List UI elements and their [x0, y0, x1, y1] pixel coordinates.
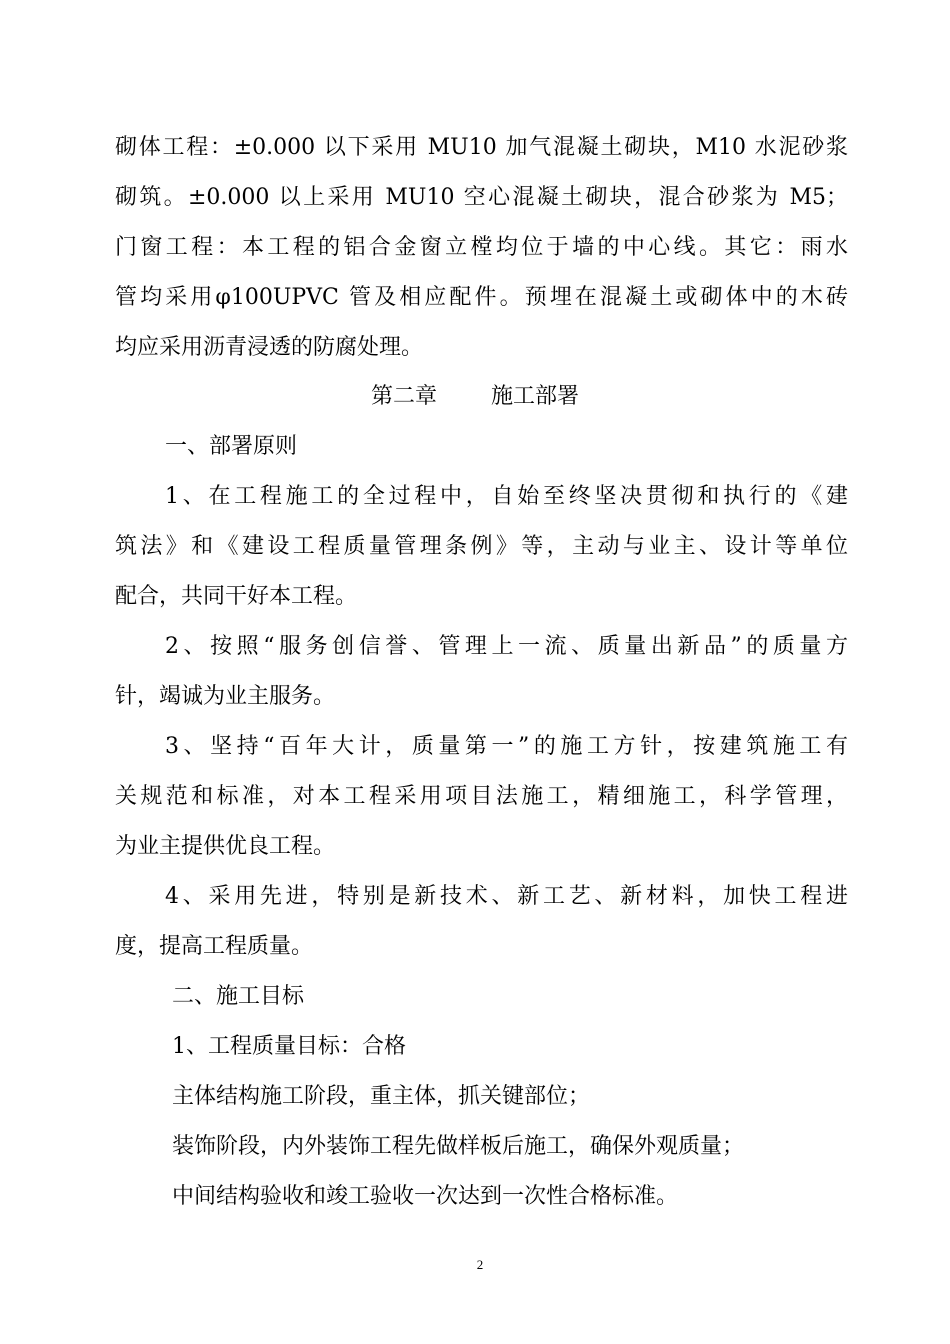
paragraph-doors-windows-line-3: 均应采用沥青浸透的防腐处理。	[115, 335, 424, 360]
principle-1-line-3: 配合，共同干好本工程。	[115, 584, 358, 609]
section-heading-deployment-principles: 一、部署原则	[165, 434, 298, 459]
principle-2-line-2: 针，竭诚为业主服务。	[115, 684, 336, 709]
section-heading-construction-goals: 二、施工目标	[172, 984, 305, 1009]
paragraph-masonry-line-2: 砌筑。±0.000 以上采用 MU10 空心混凝土砌块，混合砂浆为 M5；	[115, 185, 848, 210]
chapter-title: 施工部署	[491, 384, 580, 409]
principle-4-line-2: 度，提高工程质量。	[115, 934, 314, 959]
principle-3-line-2: 关规范和标准，对本工程采用项目法施工，精细施工，科学管理，	[115, 784, 848, 809]
goal-quality-target: 1、工程质量目标：合格	[172, 1034, 406, 1059]
principle-2-line-1: 2、按照“服务创信誉、管理上一流、质量出新品”的质量方	[165, 634, 848, 659]
chapter-number: 第二章	[370, 384, 437, 409]
paragraph-doors-windows-line-2: 管均采用φ100UPVC 管及相应配件。预埋在混凝土或砌体中的木砖	[115, 285, 848, 310]
paragraph-masonry-line-1: 砌体工程：±0.000 以下采用 MU10 加气混凝土砌块，M10 水泥砂浆	[115, 135, 848, 160]
page-number: 2	[476, 1257, 484, 1272]
principle-3-line-1: 3、坚持“百年大计，质量第一”的施工方针，按建筑施工有	[165, 734, 848, 759]
paragraph-doors-windows-line-1: 门窗工程：本工程的铝合金窗立樘均位于墙的中心线。其它：雨水	[115, 235, 848, 260]
principle-1-line-2: 筑法》和《建设工程质量管理条例》等，主动与业主、设计等单位	[115, 534, 848, 559]
principle-3-line-3: 为业主提供优良工程。	[115, 834, 336, 859]
principle-1-line-1: 1、在工程施工的全过程中，自始至终坚决贯彻和执行的《建	[165, 484, 848, 509]
principle-4-line-1: 4、采用先进，特别是新技术、新工艺、新材料，加快工程进	[165, 884, 848, 909]
chapter-heading	[0, 382, 950, 412]
goal-decoration-stage: 装饰阶段，内外装饰工程先做样板后施工，确保外观质量；	[172, 1134, 745, 1159]
goal-acceptance: 中间结构验收和竣工验收一次达到一次性合格标准。	[172, 1184, 679, 1209]
goal-structure-stage: 主体结构施工阶段，重主体，抓关键部位；	[172, 1084, 591, 1109]
